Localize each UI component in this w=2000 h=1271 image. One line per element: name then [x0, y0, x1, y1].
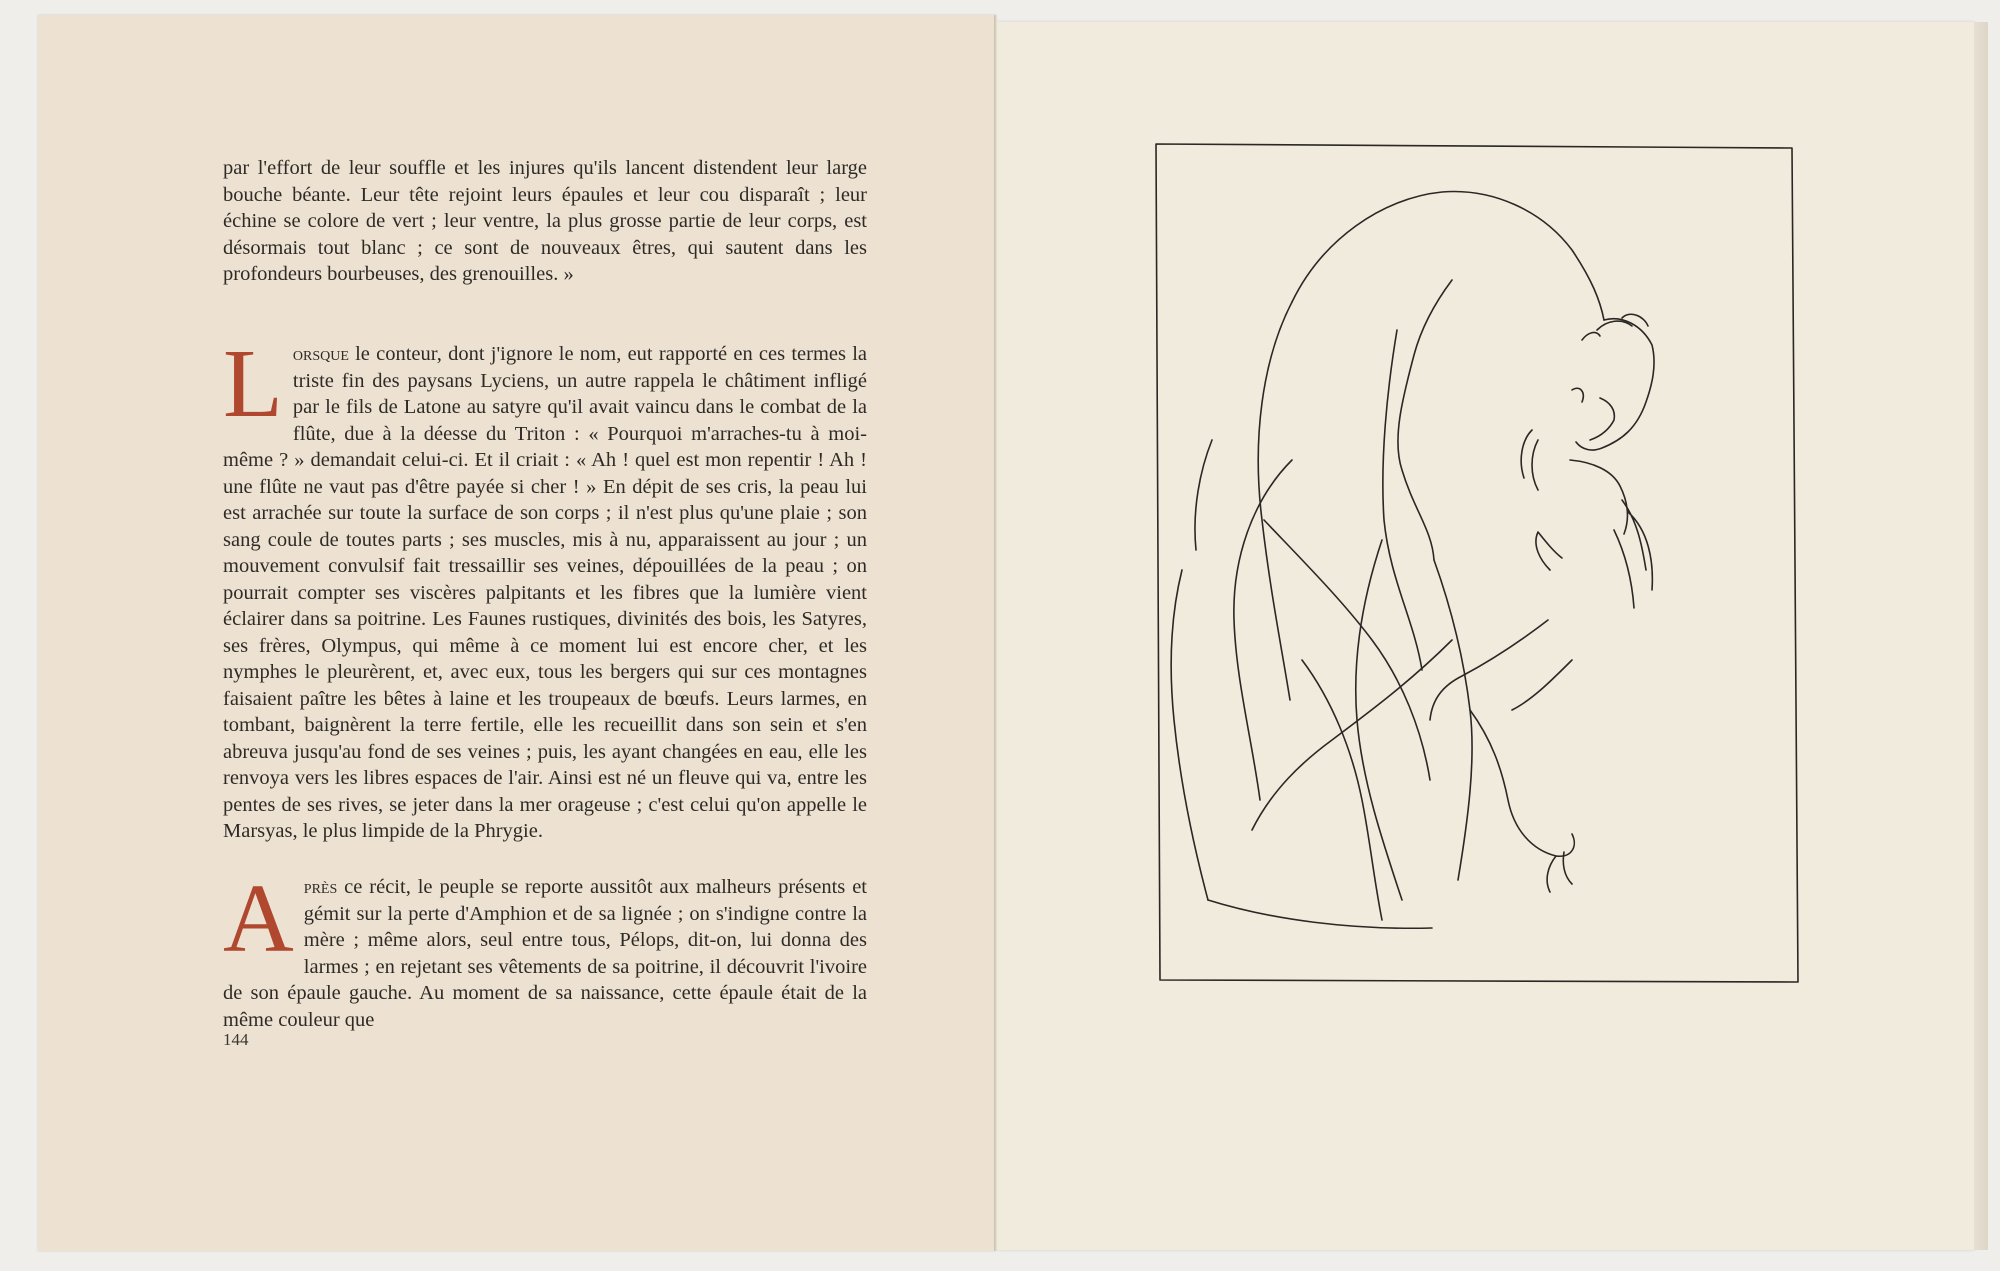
knee: [1470, 710, 1574, 856]
arm-lower-2: [1512, 660, 1572, 710]
foot: [1547, 852, 1572, 892]
figure-arm-left: [1258, 302, 1292, 700]
dropcap-a: A: [223, 865, 294, 973]
paragraph-2-body: [223, 330, 867, 845]
book-gutter: [994, 15, 997, 1251]
paragraph-3-smallcaps: près: [303, 876, 338, 898]
face-upper: [1590, 398, 1614, 440]
ear-upper: [1572, 388, 1583, 402]
line-drawing-illustration: [1152, 140, 1804, 985]
head-upper: [1576, 319, 1654, 450]
paragraph-3-text: ce récit, le peuple se reporte aussitôt aux malheurs présents et gémit sur la perte d'Amphion et de sa lignée ; on s'indigne contre la mère ; même alors, seul entre tous, Pélops, dit-on, lui donna des larmes ; en rejetant ses vêtements de sa poitrine, il découvrit l'ivoire de son épaule gauche. Au moment de sa naissance, cette épaule était de la même couleur que: [223, 876, 867, 1031]
left-contour: [1171, 570, 1208, 900]
left-contour-2: [1195, 440, 1212, 550]
paragraph-2: [223, 330, 867, 845]
paragraph-2-text: le conteur, dont j'ignore le nom, eut rapporté en ces termes la triste fin des paysans Lyciens, un autre rappela le châtiment infligé par le fils de Latone au satyre qu'il avait vaincu dans le combat de la flûte, due à la déesse du Triton : « Pourquoi m'arraches-tu à moi-même ? » demandait celui-ci. Et il criait : « Ah ! quel est mon repentir ! Ah ! une flûte ne vaut pas d'être payée si cher ! » En dépit de ses cris, la peau lui est arrachée sur toute la surface de son corps ; il n'est plus qu'une plaie ; son sang coule de toutes parts ; ses muscles, mis à nu, apparaissent au jour ; un mouvement convulsif fait tressaillir ses veines, dépouillées de la peau ; on pourrait compter ses viscères palpitants et les fibres que la lumière vient éclairer dans sa poitrine. Les Faunes rustiques, divinités des bois, les Satyres, ses frères, Olympus, qui même à ce moment lui est encore cher, et les nymphes le pleurèrent, et, avec eux, tous les bergers qui sur ces montagnes faisaient paître les bêtes à laine et les troupeaux de bœufs. Leurs larmes, en tombant, baignèrent la terre fertile, elle les recueillit dans son sein et s'en abreuva jusqu'au fond de ses veines ; puis, les ayant changées en eau, elle les renvoya vers les libres espaces de l'air. Ainsi est né un fleuve qui va, entre les pentes de ses rives, se jeter dans la mer orageuse ; c'est celui qu'on appelle le Marsyas, le plus limpide de la Phrygie.: [223, 343, 867, 842]
dropcap-l: L: [223, 330, 283, 438]
paragraph-3: [223, 865, 867, 1033]
hair-lower: [1614, 500, 1652, 608]
thigh-right: [1434, 560, 1472, 880]
hand-right: [1536, 532, 1562, 570]
hand-left: [1521, 430, 1538, 490]
page-number: 144: [223, 1030, 249, 1049]
leg-cross-1: [1264, 520, 1430, 780]
thigh-left: [1234, 460, 1292, 800]
thigh-mid: [1356, 540, 1402, 900]
illustration-frame: [1156, 144, 1798, 982]
paragraph-2-smallcaps: orsque: [292, 343, 349, 365]
paragraph-1-text: par l'effort de leur souffle et les injures qu'ils lancent distendent leur large bouche béante. Leur tête rejoint leurs épaules et leur cou disparaît ; leur échine se colore de vert ; leur ventre, la plus grosse partie de leur corps, est désormais tout blanc ; ce sont de nouveaux êtres, qui sautent dans les profondeurs bourbeuses, des grenouilles. »: [223, 157, 867, 285]
figure-shoulder: [1398, 280, 1452, 560]
leg-cross-3: [1302, 660, 1382, 920]
figure-spine: [1383, 330, 1422, 670]
paragraph-3-body: [223, 865, 867, 1033]
ground-line: [1208, 900, 1432, 928]
page-edges: [1974, 22, 1988, 1250]
figure-back: [1292, 192, 1604, 320]
head-lower: [1570, 460, 1627, 534]
paragraph-1: [223, 155, 867, 288]
arm-lower: [1430, 620, 1548, 720]
leg-cross-2: [1252, 640, 1452, 830]
